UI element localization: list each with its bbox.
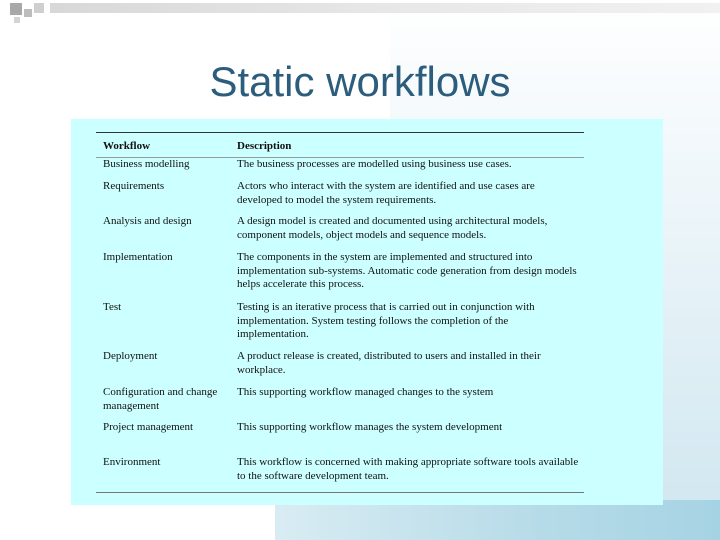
workflow-table-panel xyxy=(71,119,663,505)
header-workflow: Workflow xyxy=(103,140,151,152)
workflow-cell: Implementation xyxy=(103,251,173,263)
decorative-square xyxy=(10,3,22,15)
description-cell: A product release is created, distributed to users and installed in their workplace. xyxy=(237,350,541,376)
table-row xyxy=(96,251,584,301)
description-cell: The business processes are modelled using business use cases. xyxy=(237,158,512,170)
workflow-table xyxy=(96,132,584,493)
workflow-cell: Analysis and design xyxy=(103,215,192,227)
table-header-row xyxy=(96,133,584,158)
background-bottom-band xyxy=(275,500,720,540)
workflow-cell: Configuration and change management xyxy=(103,386,218,412)
description-cell: This supporting workflow managed changes to the system xyxy=(237,386,494,398)
table-row xyxy=(96,301,584,350)
decorative-square xyxy=(34,3,44,13)
slide-title: Static workflows xyxy=(209,58,511,105)
decorative-square xyxy=(24,9,32,17)
decorative-top-bar xyxy=(50,3,720,13)
table-row xyxy=(96,350,584,386)
workflow-cell: Deployment xyxy=(103,350,158,362)
table-row xyxy=(96,215,584,251)
decorative-square xyxy=(14,17,20,23)
workflow-cell: Project management xyxy=(103,421,194,433)
workflow-cell: Requirements xyxy=(103,180,165,192)
workflow-cell: Test xyxy=(103,301,122,313)
header-description: Description xyxy=(237,140,292,152)
workflow-cell: Environment xyxy=(103,456,161,468)
table-row xyxy=(96,158,584,180)
description-cell: This workflow is concerned with making appropriate software tools available to the software development team. xyxy=(237,456,579,482)
table-row xyxy=(96,421,584,456)
description-cell: A design model is created and documented using architectural models, component models, object models and sequence models. xyxy=(237,215,548,241)
workflow-cell: Business modelling xyxy=(103,158,190,170)
table-row xyxy=(96,456,584,492)
table-row xyxy=(96,180,584,215)
description-cell: The components in the system are implemented and structured into implementation sub-systems. Automatic code generation from design models helps accelerate this process. xyxy=(237,251,577,290)
table-row xyxy=(96,386,584,421)
description-cell: This supporting workflow manages the system development xyxy=(237,421,503,433)
description-cell: Testing is an iterative process that is carried out in conjunction with implementation. System testing follows the completion of the implementation. xyxy=(237,301,535,340)
description-cell: Actors who interact with the system are identified and use cases are developed to model the system requirements. xyxy=(237,180,535,206)
